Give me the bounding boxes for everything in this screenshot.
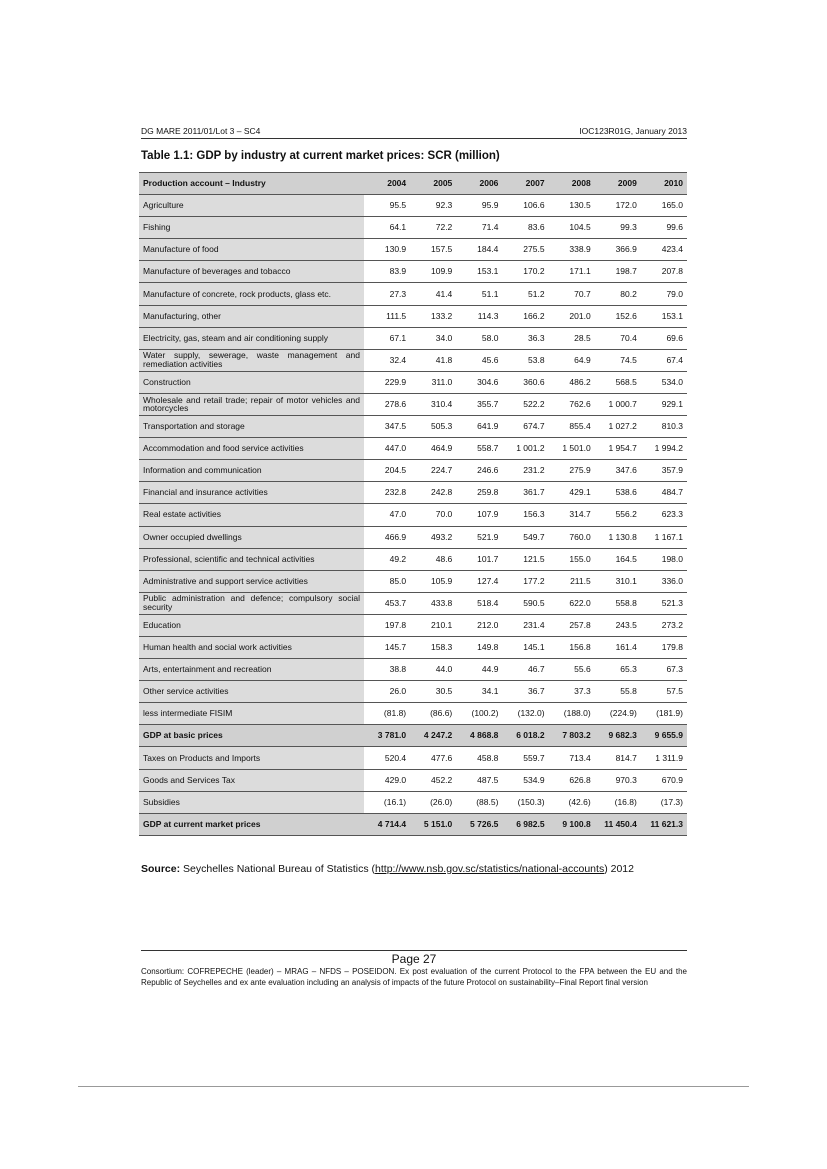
value-cell: 549.7 xyxy=(502,526,548,548)
industry-name: Real estate activities xyxy=(139,504,364,526)
value-cell: 493.2 xyxy=(410,526,456,548)
industry-name: Accommodation and food service activities xyxy=(139,438,364,460)
value-cell: 9 655.9 xyxy=(641,725,687,747)
value-cell: 64.1 xyxy=(364,217,410,239)
value-cell: 179.8 xyxy=(641,636,687,658)
value-cell: 814.7 xyxy=(595,747,641,769)
value-cell: 67.4 xyxy=(641,349,687,371)
value-cell: 4 714.4 xyxy=(364,813,410,835)
value-cell: 34.1 xyxy=(456,681,502,703)
value-cell: 83.9 xyxy=(364,261,410,283)
value-cell: 310.1 xyxy=(595,570,641,592)
value-cell: 484.7 xyxy=(641,482,687,504)
column-header-industry: Production account – Industry xyxy=(139,173,364,195)
value-cell: 127.4 xyxy=(456,570,502,592)
value-cell: 1 994.2 xyxy=(641,438,687,460)
value-cell: 360.6 xyxy=(502,371,548,393)
industry-name: Financial and insurance activities xyxy=(139,482,364,504)
value-cell: 44.9 xyxy=(456,659,502,681)
value-cell: 929.1 xyxy=(641,393,687,415)
value-cell: 3 781.0 xyxy=(364,725,410,747)
value-cell: 275.5 xyxy=(502,239,548,261)
value-cell: 149.8 xyxy=(456,636,502,658)
value-cell: 204.5 xyxy=(364,460,410,482)
value-cell: 51.1 xyxy=(456,283,502,305)
value-cell: 5 726.5 xyxy=(456,813,502,835)
value-cell: 466.9 xyxy=(364,526,410,548)
value-cell: 153.1 xyxy=(456,261,502,283)
value-cell: 590.5 xyxy=(502,592,548,614)
value-cell: 559.7 xyxy=(502,747,548,769)
value-cell: 92.3 xyxy=(410,195,456,217)
value-cell: 44.0 xyxy=(410,659,456,681)
value-cell: 83.6 xyxy=(502,217,548,239)
value-cell: 224.7 xyxy=(410,460,456,482)
value-cell: (86.6) xyxy=(410,703,456,725)
value-cell: 1 501.0 xyxy=(549,438,595,460)
value-cell: 6 982.5 xyxy=(502,813,548,835)
value-cell: 477.6 xyxy=(410,747,456,769)
value-cell: 311.0 xyxy=(410,371,456,393)
industry-name: Administrative and support service activities xyxy=(139,570,364,592)
value-cell: 336.0 xyxy=(641,570,687,592)
value-cell: 243.5 xyxy=(595,614,641,636)
value-cell: 347.5 xyxy=(364,416,410,438)
value-cell: 85.0 xyxy=(364,570,410,592)
value-cell: 232.8 xyxy=(364,482,410,504)
footer-consortium: Consortium: COFREPECHE (leader) – MRAG – NFDS – POSEIDON. Ex post evaluation of the current Protocol to the FPA between the EU and the Republic of Seychelles and ex ante evaluation including an analysis of impacts of the future Protocol on sustainability–Final Report final version xyxy=(141,967,687,987)
value-cell: (16.8) xyxy=(595,791,641,813)
value-cell: 155.0 xyxy=(549,548,595,570)
value-cell: 130.9 xyxy=(364,239,410,261)
value-cell: 111.5 xyxy=(364,305,410,327)
value-cell: 105.9 xyxy=(410,570,456,592)
table-row xyxy=(139,570,687,592)
value-cell: 104.5 xyxy=(549,217,595,239)
value-cell: 534.9 xyxy=(502,769,548,791)
value-cell: 95.9 xyxy=(456,195,502,217)
value-cell: 6 018.2 xyxy=(502,725,548,747)
table-row xyxy=(139,592,687,614)
column-header-year: 2005 xyxy=(410,173,456,195)
value-cell: 46.7 xyxy=(502,659,548,681)
industry-name: Electricity, gas, steam and air conditioning supply xyxy=(139,327,364,349)
value-cell: 74.5 xyxy=(595,349,641,371)
source-text: Seychelles National Bureau of Statistics ( xyxy=(183,863,376,875)
value-cell: 210.1 xyxy=(410,614,456,636)
value-cell: 38.8 xyxy=(364,659,410,681)
source-note xyxy=(141,863,634,875)
industry-name: Public administration and defence; compulsory social security xyxy=(139,592,364,614)
table-row xyxy=(139,393,687,415)
value-cell: 521.3 xyxy=(641,592,687,614)
value-cell: 366.9 xyxy=(595,239,641,261)
value-cell: 36.7 xyxy=(502,681,548,703)
table-row xyxy=(139,747,687,769)
industry-name: GDP at basic prices xyxy=(139,725,364,747)
value-cell: 58.0 xyxy=(456,327,502,349)
value-cell: 201.0 xyxy=(549,305,595,327)
industry-name: Other service activities xyxy=(139,681,364,703)
value-cell: 45.6 xyxy=(456,349,502,371)
industry-name: Goods and Services Tax xyxy=(139,769,364,791)
value-cell: 231.2 xyxy=(502,460,548,482)
value-cell: 713.4 xyxy=(549,747,595,769)
value-cell: 26.0 xyxy=(364,681,410,703)
industry-name: Manufacture of concrete, rock products, glass etc. xyxy=(139,283,364,305)
industry-name: GDP at current market prices xyxy=(139,813,364,835)
value-cell: 211.5 xyxy=(549,570,595,592)
industry-name: Construction xyxy=(139,371,364,393)
value-cell: 158.3 xyxy=(410,636,456,658)
industry-name: Wholesale and retail trade; repair of motor vehicles and motorcycles xyxy=(139,393,364,415)
industry-name: less intermediate FISIM xyxy=(139,703,364,725)
value-cell: 212.0 xyxy=(456,614,502,636)
bottom-divider xyxy=(78,1086,749,1087)
value-cell: 197.8 xyxy=(364,614,410,636)
value-cell: 641.9 xyxy=(456,416,502,438)
value-cell: 558.8 xyxy=(595,592,641,614)
value-cell: 11 621.3 xyxy=(641,813,687,835)
value-cell: 170.2 xyxy=(502,261,548,283)
value-cell: 27.3 xyxy=(364,283,410,305)
value-cell: 152.6 xyxy=(595,305,641,327)
value-cell: 165.0 xyxy=(641,195,687,217)
value-cell: (181.9) xyxy=(641,703,687,725)
value-cell: 106.6 xyxy=(502,195,548,217)
value-cell: 347.6 xyxy=(595,460,641,482)
table-title: Table 1.1: GDP by industry at current market prices: SCR (million) xyxy=(141,150,500,162)
column-header-year: 2009 xyxy=(595,173,641,195)
column-header-year: 2007 xyxy=(502,173,548,195)
value-cell: 1 001.2 xyxy=(502,438,548,460)
value-cell: 51.2 xyxy=(502,283,548,305)
value-cell: 1 167.1 xyxy=(641,526,687,548)
table-row xyxy=(139,195,687,217)
value-cell: 30.5 xyxy=(410,681,456,703)
value-cell: (26.0) xyxy=(410,791,456,813)
table-row xyxy=(139,349,687,371)
value-cell: 505.3 xyxy=(410,416,456,438)
table-row xyxy=(139,217,687,239)
value-cell: 48.6 xyxy=(410,548,456,570)
value-cell: 278.6 xyxy=(364,393,410,415)
value-cell: 198.0 xyxy=(641,548,687,570)
value-cell: 246.6 xyxy=(456,460,502,482)
value-cell: 855.4 xyxy=(549,416,595,438)
industry-name: Manufacture of beverages and tobacco xyxy=(139,261,364,283)
value-cell: 674.7 xyxy=(502,416,548,438)
value-cell: 623.3 xyxy=(641,504,687,526)
industry-name: Information and communication xyxy=(139,460,364,482)
value-cell: 41.8 xyxy=(410,349,456,371)
value-cell: 464.9 xyxy=(410,438,456,460)
value-cell: 970.3 xyxy=(595,769,641,791)
value-cell: 458.8 xyxy=(456,747,502,769)
value-cell: 198.7 xyxy=(595,261,641,283)
value-cell: 5 151.0 xyxy=(410,813,456,835)
industry-name: Professional, scientific and technical activities xyxy=(139,548,364,570)
table-row xyxy=(139,636,687,658)
value-cell: 156.8 xyxy=(549,636,595,658)
value-cell: 161.4 xyxy=(595,636,641,658)
value-cell: 28.5 xyxy=(549,327,595,349)
page-header xyxy=(141,126,687,139)
table-row xyxy=(139,239,687,261)
value-cell: 357.9 xyxy=(641,460,687,482)
table-row xyxy=(139,681,687,703)
value-cell: 72.2 xyxy=(410,217,456,239)
value-cell: 64.9 xyxy=(549,349,595,371)
footer-divider xyxy=(141,950,687,951)
industry-name: Transportation and storage xyxy=(139,416,364,438)
source-label: Source: xyxy=(141,863,181,875)
table-row xyxy=(139,371,687,393)
value-cell: 166.2 xyxy=(502,305,548,327)
value-cell: 99.3 xyxy=(595,217,641,239)
value-cell: 259.8 xyxy=(456,482,502,504)
table-row xyxy=(139,327,687,349)
table-row xyxy=(139,548,687,570)
header-left: DG MARE 2011/01/Lot 3 – SC4 xyxy=(141,126,261,136)
table-row xyxy=(139,283,687,305)
industry-name: Education xyxy=(139,614,364,636)
value-cell: 1 027.2 xyxy=(595,416,641,438)
column-header-year: 2006 xyxy=(456,173,502,195)
value-cell: 4 868.8 xyxy=(456,725,502,747)
value-cell: 145.7 xyxy=(364,636,410,658)
industry-name: Arts, entertainment and recreation xyxy=(139,659,364,681)
value-cell: 207.8 xyxy=(641,261,687,283)
value-cell: 423.4 xyxy=(641,239,687,261)
value-cell: 275.9 xyxy=(549,460,595,482)
industry-name: Owner occupied dwellings xyxy=(139,526,364,548)
value-cell: 34.0 xyxy=(410,327,456,349)
value-cell: 36.3 xyxy=(502,327,548,349)
value-cell: 7 803.2 xyxy=(549,725,595,747)
table-row xyxy=(139,769,687,791)
value-cell: 433.8 xyxy=(410,592,456,614)
value-cell: (81.8) xyxy=(364,703,410,725)
value-cell: 520.4 xyxy=(364,747,410,769)
industry-name: Subsidies xyxy=(139,791,364,813)
value-cell: (188.0) xyxy=(549,703,595,725)
value-cell: 670.9 xyxy=(641,769,687,791)
value-cell: 242.8 xyxy=(410,482,456,504)
value-cell: 522.2 xyxy=(502,393,548,415)
value-cell: (150.3) xyxy=(502,791,548,813)
value-cell: 9 100.8 xyxy=(549,813,595,835)
value-cell: 47.0 xyxy=(364,504,410,526)
value-cell: (42.6) xyxy=(549,791,595,813)
value-cell: 568.5 xyxy=(595,371,641,393)
value-cell: 55.6 xyxy=(549,659,595,681)
value-cell: (224.9) xyxy=(595,703,641,725)
value-cell: 130.5 xyxy=(549,195,595,217)
value-cell: 153.1 xyxy=(641,305,687,327)
table-total-row xyxy=(139,813,687,835)
value-cell: 114.3 xyxy=(456,305,502,327)
value-cell: 257.8 xyxy=(549,614,595,636)
value-cell: 231.4 xyxy=(502,614,548,636)
value-cell: 762.6 xyxy=(549,393,595,415)
value-cell: 310.4 xyxy=(410,393,456,415)
page-number: Page 27 xyxy=(391,952,437,966)
table-row xyxy=(139,482,687,504)
value-cell: 80.2 xyxy=(595,283,641,305)
value-cell: 37.3 xyxy=(549,681,595,703)
value-cell: 145.1 xyxy=(502,636,548,658)
value-cell: 101.7 xyxy=(456,548,502,570)
value-cell: 534.0 xyxy=(641,371,687,393)
value-cell: 361.7 xyxy=(502,482,548,504)
value-cell: 67.3 xyxy=(641,659,687,681)
table-row xyxy=(139,460,687,482)
value-cell: 164.5 xyxy=(595,548,641,570)
value-cell: 229.9 xyxy=(364,371,410,393)
value-cell: 558.7 xyxy=(456,438,502,460)
source-suffix: ) 2012 xyxy=(604,863,634,875)
value-cell: 1 954.7 xyxy=(595,438,641,460)
value-cell: 810.3 xyxy=(641,416,687,438)
value-cell: 99.6 xyxy=(641,217,687,239)
industry-name: Fishing xyxy=(139,217,364,239)
column-header-year: 2010 xyxy=(641,173,687,195)
industry-name: Water supply, sewerage, waste management and remediation activities xyxy=(139,349,364,371)
table-row xyxy=(139,526,687,548)
value-cell: 556.2 xyxy=(595,504,641,526)
value-cell: (17.3) xyxy=(641,791,687,813)
column-header-year: 2004 xyxy=(364,173,410,195)
value-cell: 65.3 xyxy=(595,659,641,681)
value-cell: 518.4 xyxy=(456,592,502,614)
value-cell: 53.8 xyxy=(502,349,548,371)
table-row xyxy=(139,504,687,526)
value-cell: 121.5 xyxy=(502,548,548,570)
value-cell: 486.2 xyxy=(549,371,595,393)
value-cell: 171.1 xyxy=(549,261,595,283)
value-cell: 1 130.8 xyxy=(595,526,641,548)
value-cell: (16.1) xyxy=(364,791,410,813)
table-total-row xyxy=(139,725,687,747)
table-header-row xyxy=(139,173,687,195)
value-cell: 172.0 xyxy=(595,195,641,217)
value-cell: 9 682.3 xyxy=(595,725,641,747)
value-cell: (88.5) xyxy=(456,791,502,813)
industry-name: Agriculture xyxy=(139,195,364,217)
value-cell: 622.0 xyxy=(549,592,595,614)
value-cell: 156.3 xyxy=(502,504,548,526)
value-cell: 355.7 xyxy=(456,393,502,415)
value-cell: 177.2 xyxy=(502,570,548,592)
value-cell: 304.6 xyxy=(456,371,502,393)
industry-name: Human health and social work activities xyxy=(139,636,364,658)
header-right: IOC123R01G, January 2013 xyxy=(579,126,687,136)
value-cell: 314.7 xyxy=(549,504,595,526)
value-cell: 429.0 xyxy=(364,769,410,791)
value-cell: 760.0 xyxy=(549,526,595,548)
value-cell: 57.5 xyxy=(641,681,687,703)
value-cell: 626.8 xyxy=(549,769,595,791)
value-cell: 70.7 xyxy=(549,283,595,305)
value-cell: 67.1 xyxy=(364,327,410,349)
table-row xyxy=(139,791,687,813)
value-cell: 453.7 xyxy=(364,592,410,614)
value-cell: 1 311.9 xyxy=(641,747,687,769)
value-cell: 79.0 xyxy=(641,283,687,305)
table-row xyxy=(139,438,687,460)
value-cell: 70.4 xyxy=(595,327,641,349)
value-cell: 452.2 xyxy=(410,769,456,791)
value-cell: 32.4 xyxy=(364,349,410,371)
value-cell: 107.9 xyxy=(456,504,502,526)
value-cell: 70.0 xyxy=(410,504,456,526)
value-cell: (100.2) xyxy=(456,703,502,725)
column-header-year: 2008 xyxy=(549,173,595,195)
value-cell: 71.4 xyxy=(456,217,502,239)
value-cell: 184.4 xyxy=(456,239,502,261)
value-cell: 521.9 xyxy=(456,526,502,548)
industry-name: Taxes on Products and Imports xyxy=(139,747,364,769)
value-cell: 69.6 xyxy=(641,327,687,349)
value-cell: 447.0 xyxy=(364,438,410,460)
gdp-table xyxy=(139,172,687,836)
industry-name: Manufacturing, other xyxy=(139,305,364,327)
table-row xyxy=(139,659,687,681)
value-cell: 95.5 xyxy=(364,195,410,217)
value-cell: 157.5 xyxy=(410,239,456,261)
value-cell: 429.1 xyxy=(549,482,595,504)
value-cell: 55.8 xyxy=(595,681,641,703)
table-row xyxy=(139,703,687,725)
value-cell: 487.5 xyxy=(456,769,502,791)
value-cell: 11 450.4 xyxy=(595,813,641,835)
value-cell: (132.0) xyxy=(502,703,548,725)
table-row xyxy=(139,261,687,283)
value-cell: 1 000.7 xyxy=(595,393,641,415)
value-cell: 49.2 xyxy=(364,548,410,570)
source-link[interactable]: http://www.nsb.gov.sc/statistics/national-accounts xyxy=(375,863,605,875)
table-row xyxy=(139,305,687,327)
value-cell: 4 247.2 xyxy=(410,725,456,747)
value-cell: 133.2 xyxy=(410,305,456,327)
value-cell: 338.9 xyxy=(549,239,595,261)
value-cell: 41.4 xyxy=(410,283,456,305)
value-cell: 273.2 xyxy=(641,614,687,636)
value-cell: 538.6 xyxy=(595,482,641,504)
industry-name: Manufacture of food xyxy=(139,239,364,261)
table-row xyxy=(139,416,687,438)
value-cell: 109.9 xyxy=(410,261,456,283)
table-row xyxy=(139,614,687,636)
